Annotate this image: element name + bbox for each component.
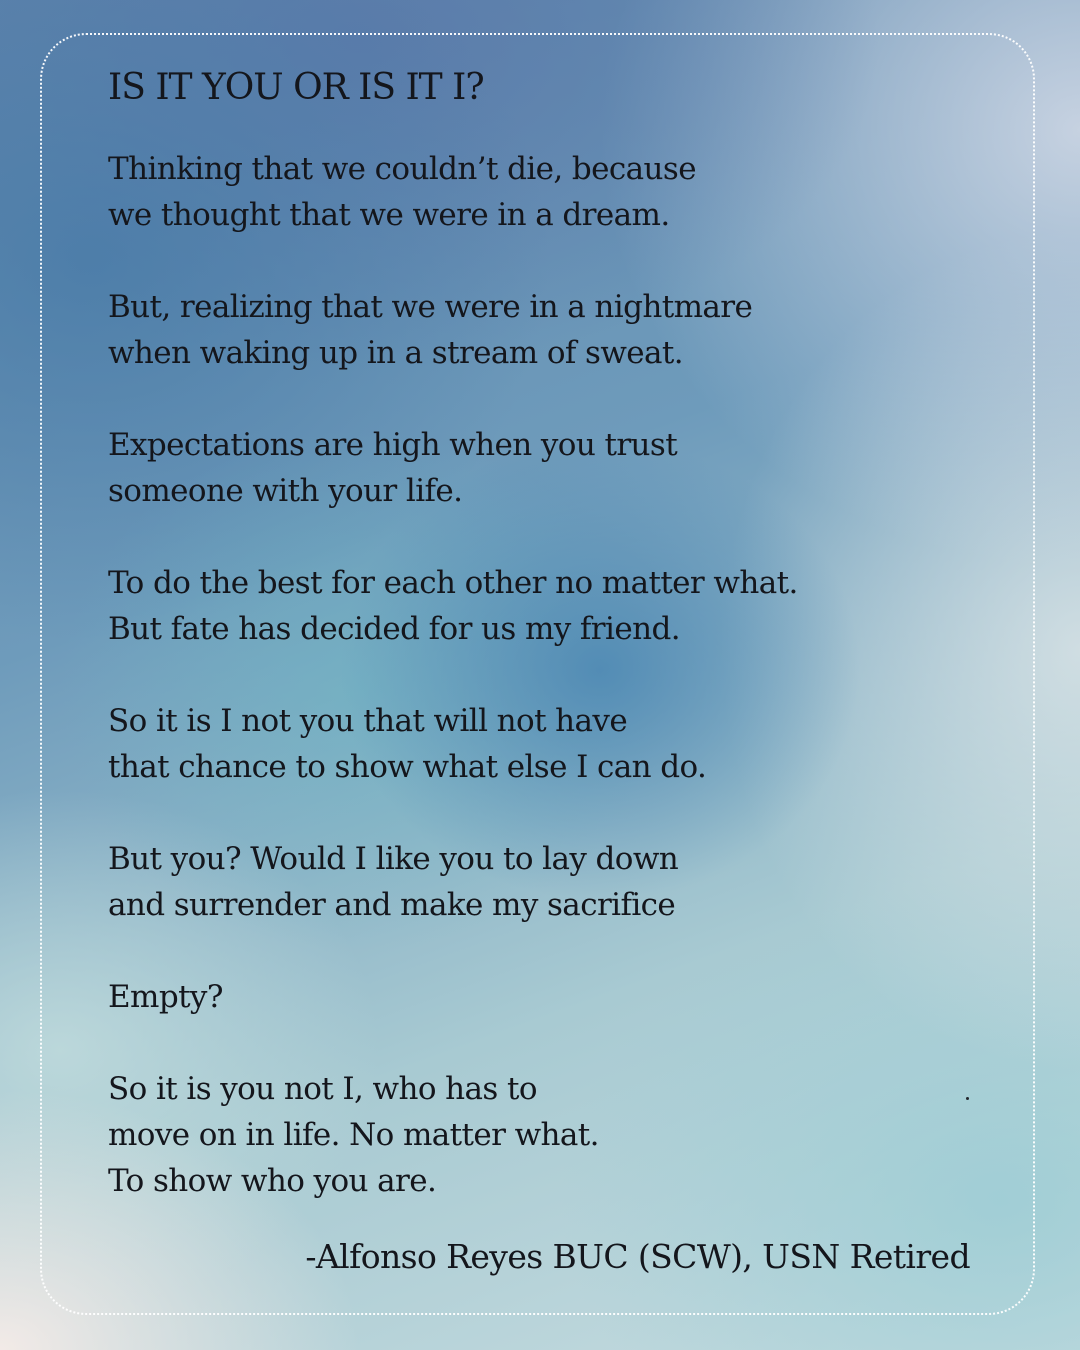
stanza [108, 974, 988, 1020]
poem-line: when waking up in a stream of sweat. [108, 335, 684, 371]
poem-line: we thought that we were in a dream. [108, 197, 670, 233]
poem-body [108, 60, 988, 1250]
poem-line: But you? Would I like you to lay down [108, 841, 679, 877]
poem-line: Empty? [108, 979, 223, 1015]
stanza [108, 1066, 988, 1204]
stanza [108, 698, 988, 790]
stanza [108, 836, 988, 928]
stanza [108, 146, 988, 238]
poem-line: To do the best for each other no matter what. [108, 565, 798, 601]
poem-line: move on in life. No matter what. [108, 1117, 599, 1153]
stanza [108, 284, 988, 376]
poem-line: But, realizing that we were in a nightmare [108, 289, 753, 325]
poem-line: that chance to show what else I can do. [108, 749, 707, 785]
poem-title: IS IT YOU OR IS IT I? [108, 67, 484, 108]
poem-line: Expectations are high when you trust [108, 427, 678, 463]
poem-line: Thinking that we couldn’t die, because [108, 151, 696, 187]
poem-line: But fate has decided for us my friend. [108, 611, 680, 647]
stanza [108, 422, 988, 514]
decorative-dot [966, 1097, 969, 1100]
poem-line: To show who you are. [108, 1163, 437, 1199]
author-attribution: -Alfonso Reyes BUC (SCW), USN Retired [305, 1237, 970, 1276]
poem-line: and surrender and make my sacrifice [108, 887, 676, 923]
poem-line: So it is you not I, who has to [108, 1071, 537, 1107]
stanza [108, 560, 988, 652]
poem-line: So it is I not you that will not have [108, 703, 628, 739]
poem-line: someone with your life. [108, 473, 463, 509]
